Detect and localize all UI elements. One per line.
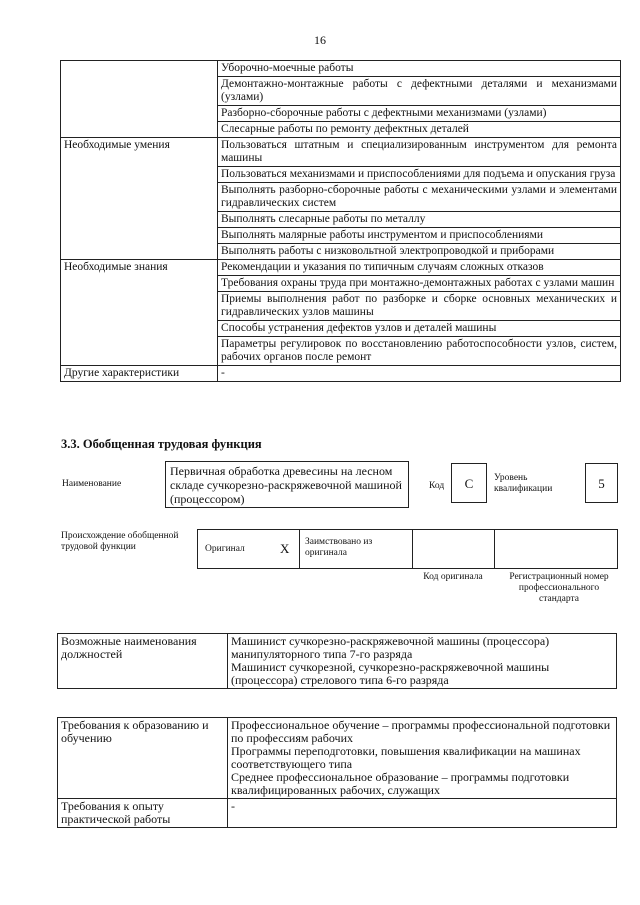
requirements-table (57, 717, 617, 828)
page-number: 16 (314, 33, 326, 47)
table-row (61, 260, 621, 276)
education-item: Программы переподготовки, повышения квалификации на машинах соответствующего типа (231, 744, 581, 771)
row-label: Требования к образованию и обучению (58, 718, 228, 799)
table-row (58, 634, 617, 689)
row-label: Необходимые умения (61, 138, 218, 260)
code-value: С (451, 463, 487, 503)
row-label: Возможные наименования должностей (58, 634, 228, 689)
original-label: Оригинал (205, 544, 245, 554)
row-label: Требования к опыту практической работы (58, 799, 228, 828)
positions-table (57, 633, 617, 689)
row-item: Требования охраны труда при монтажно-демонтажных работах с узлами машин (218, 276, 621, 292)
table-row (61, 61, 621, 77)
row-item: - (228, 799, 617, 828)
level-value: 5 (585, 463, 618, 503)
origin-label: Происхождение обобщенной трудовой функции (61, 531, 179, 552)
row-item: Демонтажно-монтажные работы с дефектными деталями и механизмами (узлами) (218, 77, 621, 106)
row-item: Выполнять малярные работы инструментом и приспособлениями (218, 228, 621, 244)
name-label: Наименование (62, 479, 122, 489)
row-item: Разборно-сборочные работы с дефектными механизмами (узлами) (218, 106, 621, 122)
row-item (228, 634, 617, 689)
code-caption: Код оригинала (423, 572, 483, 582)
row-item: Рекомендации и указания по типичным случаям сложных отказов (218, 260, 621, 276)
borrowed-label: Заимствовано из оригинала (305, 537, 373, 558)
row-item: - (218, 366, 621, 382)
row-label: Другие характеристики (61, 366, 218, 382)
row-label (61, 61, 218, 138)
reg-caption: Регистрационный номер профессионального стандарта (509, 572, 609, 604)
education-item: Среднее профессиональное образование – программы подготовки квалифицированных рабочих, служащих (231, 770, 570, 797)
table-row (61, 366, 621, 382)
row-item: Выполнять работы с низковольтной электропроводкой и приборами (218, 244, 621, 260)
row-item: Параметры регулировок по восстановлению работоспособности узлов, систем, рабочих органов после ремонт (218, 337, 621, 366)
row-item: Слесарные работы по ремонту дефектных деталей (218, 122, 621, 138)
row-item: Выполнять слесарные работы по металлу (218, 212, 621, 228)
code-label: Код (429, 481, 445, 491)
skills-knowledge-table (60, 60, 621, 382)
position-item: Машинист сучкорезной, сучкорезно-раскряжевочной машины (процессора) стрелового типа 6-го разряда (231, 660, 550, 687)
row-item (228, 718, 617, 799)
original-mark: Х (280, 541, 290, 556)
row-item: Выполнять разборно-сборочные работы с механическими узлами и элементами гидравлических систем (218, 183, 621, 212)
row-item: Способы устранения дефектов узлов и деталей машины (218, 321, 621, 337)
position-item: Машинист сучкорезно-раскряжевочной машины (процессора) манипуляторного типа 7-го разряда (231, 634, 550, 661)
row-item: Пользоваться механизмами и приспособлениями для подъема и опускания груза (218, 167, 621, 183)
row-item: Приемы выполнения работ по разборке и сборке основных механических и гидравлических узлов машины (218, 292, 621, 321)
row-label: Необходимые знания (61, 260, 218, 366)
table-row (58, 718, 617, 799)
origin-box (197, 529, 618, 569)
section-title: 3.3. Обобщенная трудовая функция (61, 437, 262, 451)
row-item: Уборочно-моечные работы (218, 61, 621, 77)
education-item: Профессиональное обучение – программы профессиональной подготовки по профессиям рабочих (231, 718, 611, 745)
row-item: Пользоваться штатным и специализированным инструментом для ремонта машины (218, 138, 621, 167)
function-name: Первичная обработка древесины на лесном складе сучкорезно-раскряжевочной машиной (процессором) (165, 461, 409, 508)
table-row (61, 138, 621, 167)
level-label: Уровень квалификации (494, 473, 553, 494)
table-row (58, 799, 617, 828)
